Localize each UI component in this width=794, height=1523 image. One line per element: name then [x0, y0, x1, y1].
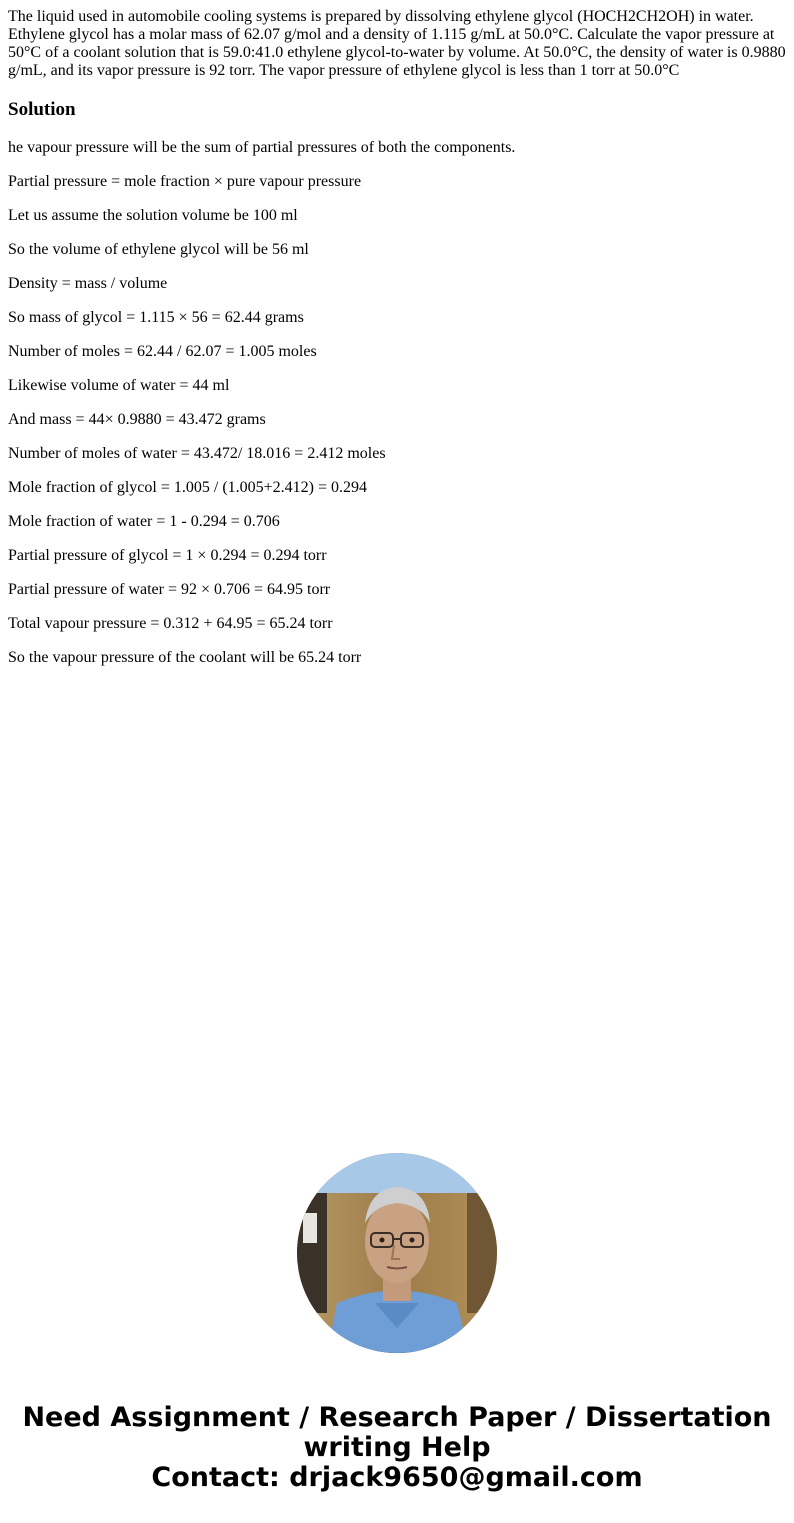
- solution-step: Likewise volume of water = 44 ml: [8, 377, 230, 394]
- solution-step: Number of moles of water = 43.472/ 18.016 = 2.412 moles: [8, 445, 386, 462]
- solution-step: So mass of glycol = 1.115 × 56 = 62.44 grams: [8, 309, 304, 326]
- solution-step: he vapour pressure will be the sum of partial pressures of both the components.: [8, 139, 516, 156]
- solution-step: Partial pressure of glycol = 1 × 0.294 = 0.294 torr: [8, 547, 327, 564]
- question-text: The liquid used in automobile cooling systems is prepared by dissolving ethylene glycol (HOCH2CH2OH) in water. Ethylene glycol has a molar mass of 62.07 g/mol and a density of 1.115 g/mL at 50.0°C. Calculate the vapor pressure at 50°C of a coolant solution that is 59.0:41.0 ethylene glycol-to-water by volume. At 50.0°C, the density of water is 0.9880 g/mL, and its vapor pressure is 92 torr. The vapor pressure of ethylene glycol is less than 1 torr at 50.0°C: [8, 8, 786, 79]
- solution-step: So the volume of ethylene glycol will be 56 ml: [8, 241, 309, 258]
- solution-step: Mole fraction of glycol = 1.005 / (1.005+2.412) = 0.294: [8, 479, 368, 496]
- author-portrait-image: [297, 1153, 497, 1353]
- footer-contact-email: Contact: drjack9650@gmail.com: [151, 1462, 643, 1493]
- solution-step: So the vapour pressure of the coolant will be 65.24 torr: [8, 649, 362, 666]
- solution-step: And mass = 44× 0.9880 = 43.472 grams: [8, 411, 266, 428]
- solution-step: Density = mass / volume: [8, 275, 168, 292]
- footer-line-1: Need Assignment / Research Paper / Dissertation: [22, 1402, 772, 1433]
- solution-step: Mole fraction of water = 1 - 0.294 = 0.706: [8, 513, 280, 530]
- solution-step: Let us assume the solution volume be 100 ml: [8, 207, 298, 224]
- solution-step: Number of moles = 62.44 / 62.07 = 1.005 moles: [8, 343, 317, 360]
- solution-step: Total vapour pressure = 0.312 + 64.95 = 65.24 torr: [8, 615, 333, 632]
- solution-step: Partial pressure = mole fraction × pure vapour pressure: [8, 173, 362, 190]
- footer-line-2: writing Help: [303, 1432, 491, 1463]
- solution-heading: Solution: [8, 99, 76, 120]
- author-avatar: [297, 1153, 497, 1353]
- contact-banner: [0, 1403, 794, 1493]
- solution-step: Partial pressure of water = 92 × 0.706 = 64.95 torr: [8, 581, 331, 598]
